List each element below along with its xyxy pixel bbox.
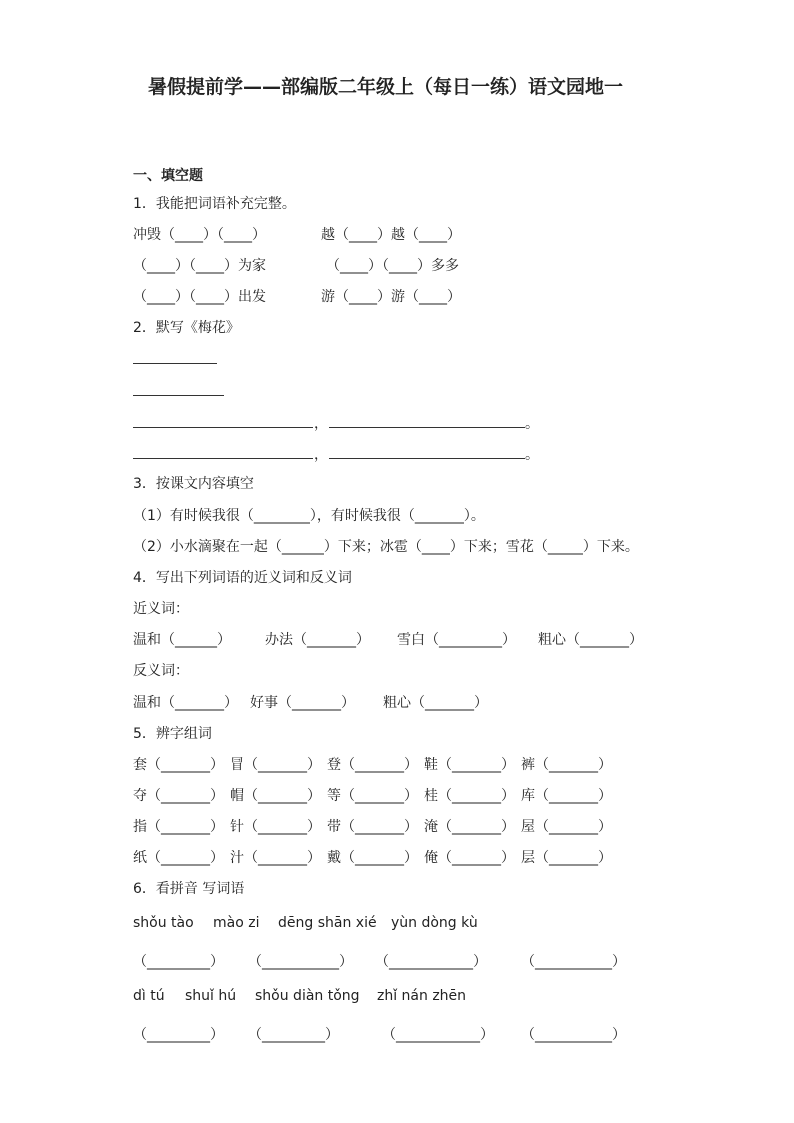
- word-group-item: 登（_______）: [327, 757, 418, 773]
- q1-item: （____）（____）多多: [326, 258, 459, 274]
- word-group-item: 库（_______）: [521, 788, 612, 804]
- q1-item: （____）（____）为家: [133, 258, 266, 274]
- answer-blank[interactable]: （_________）: [133, 954, 224, 970]
- answer-blank[interactable]: （___________）: [521, 1027, 626, 1043]
- answer-line[interactable]: [133, 427, 313, 428]
- word-group-item: 裤（_______）: [521, 757, 612, 773]
- answer-blank[interactable]: （____________）: [375, 954, 487, 970]
- word-group-item: 汁（_______）: [230, 850, 321, 866]
- word-group-item: 帽（_______）: [230, 788, 321, 804]
- pinyin-item: zhǐ nán zhēn: [377, 988, 467, 1004]
- q1-item: 冲毁（____）（____）: [133, 227, 266, 243]
- word-group-item: 俺（_______）: [424, 850, 515, 866]
- pinyin-item: shuǐ hú: [185, 988, 237, 1004]
- answer-line[interactable]: [329, 427, 525, 428]
- question-6-heading: 6．看拼音 写词语: [133, 881, 245, 897]
- q3-line: （2）小水滴聚在一起（______）下来；冰雹（____）下来；雪花（_____）下来。: [133, 539, 639, 555]
- period: 。: [525, 416, 539, 432]
- synonym-item: 温和（______）: [133, 632, 231, 648]
- word-group-item: 指（_______）: [133, 819, 224, 835]
- word-group-item: 淹（_______）: [424, 819, 515, 835]
- answer-blank[interactable]: （____________）: [382, 1027, 494, 1043]
- question-1-heading: 1．我能把词语补充完整。: [133, 196, 296, 212]
- synonym-item: 雪白（_________）: [397, 632, 516, 648]
- word-group-item: 套（_______）: [133, 757, 224, 773]
- antonym-item: 好事（_______）: [250, 695, 355, 711]
- answer-line[interactable]: [329, 458, 525, 459]
- q1-item: 越（____）越（____）: [321, 227, 461, 243]
- answer-blank[interactable]: （_________）: [248, 1027, 339, 1043]
- comma: ，: [314, 447, 328, 463]
- word-group-item: 层（_______）: [521, 850, 612, 866]
- answer-blank[interactable]: （___________）: [521, 954, 626, 970]
- antonym-label: 反义词：: [133, 663, 189, 679]
- section-heading: 一、填空题: [133, 168, 203, 184]
- synonym-label: 近义词：: [133, 601, 189, 617]
- word-group-item: 冒（_______）: [230, 757, 321, 773]
- question-3-heading: 3．按课文内容填空: [133, 476, 254, 492]
- antonym-item: 粗心（_______）: [383, 695, 488, 711]
- word-group-item: 桂（_______）: [424, 788, 515, 804]
- question-4-heading: 4．写出下列词语的近义词和反义词: [133, 570, 352, 586]
- pinyin-item: shǒu diàn tǒng: [255, 988, 360, 1004]
- word-group-item: 针（_______）: [230, 819, 321, 835]
- q3-line: （1）有时候我很（________），有时候我很（_______）。: [133, 508, 485, 524]
- period: 。: [525, 447, 539, 463]
- word-group-item: 鞋（_______）: [424, 757, 515, 773]
- question-2-heading: 2．默写《梅花》: [133, 320, 240, 336]
- pinyin-item: dēng shān xié: [278, 915, 377, 931]
- page-title: 暑假提前学——部编版二年级上（每日一练）语文园地一: [148, 76, 624, 98]
- q1-item: 游（____）游（____）: [321, 289, 461, 305]
- answer-line[interactable]: [133, 363, 217, 364]
- answer-line[interactable]: [133, 458, 313, 459]
- answer-blank[interactable]: （_________）: [133, 1027, 224, 1043]
- synonym-item: 粗心（_______）: [538, 632, 643, 648]
- synonym-item: 办法（_______）: [265, 632, 370, 648]
- word-group-item: 戴（_______）: [327, 850, 418, 866]
- answer-line[interactable]: [133, 395, 224, 396]
- word-group-item: 屋（_______）: [521, 819, 612, 835]
- word-group-item: 等（_______）: [327, 788, 418, 804]
- comma: ，: [314, 416, 328, 432]
- pinyin-item: shǒu tào: [133, 915, 194, 931]
- word-group-item: 带（_______）: [327, 819, 418, 835]
- antonym-item: 温和（_______）: [133, 695, 238, 711]
- answer-blank[interactable]: （___________）: [248, 954, 353, 970]
- word-group-item: 纸（_______）: [133, 850, 224, 866]
- q1-item: （____）（____）出发: [133, 289, 266, 305]
- pinyin-item: yùn dòng kù: [391, 915, 478, 931]
- question-5-heading: 5．辨字组词: [133, 726, 212, 742]
- word-group-item: 夺（_______）: [133, 788, 224, 804]
- pinyin-item: dì tú: [133, 988, 165, 1004]
- pinyin-item: mào zi: [213, 915, 260, 931]
